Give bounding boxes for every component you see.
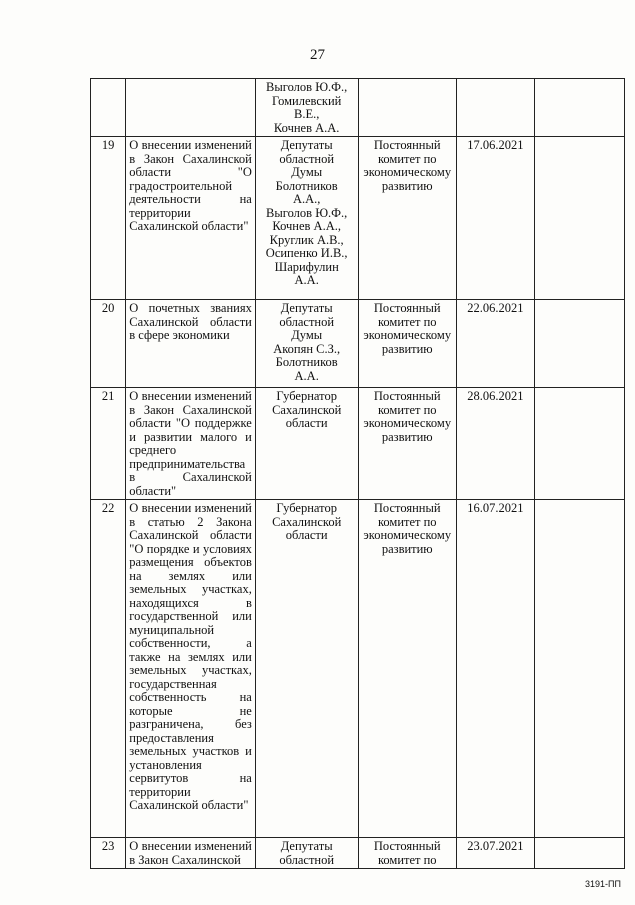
submission-date: 22.06.2021 [457,300,535,388]
bill-author: Губернатор Сахалинской области [255,388,358,500]
bill-author: Депутаты областной Думы Акопян С.З., Болотников А.А. [255,300,358,388]
bill-title [126,79,256,137]
table-row [91,838,625,869]
notes-cell [534,838,624,869]
table-row [91,137,625,300]
bill-title: О внесении изменений в Закон Сахалинской области "О поддержке и развитии малого и среднего предпринимательства в Сахалинской области" [126,388,256,500]
document-code: 3191-ПП [585,879,621,889]
row-number: 23 [91,838,126,869]
notes-cell [534,500,624,838]
row-number: 21 [91,388,126,500]
responsible-committee: Постоянный комитет по экономическому развитию [358,388,457,500]
table-body [91,79,625,869]
table-row [91,500,625,838]
bills-table [90,78,625,869]
notes-cell [534,388,624,500]
responsible-committee [358,79,457,137]
submission-date [457,79,535,137]
bill-title: О почетных званиях Сахалинской области в сфере экономики [126,300,256,388]
responsible-committee: Постоянный комитет по экономическому развитию [358,500,457,838]
notes-cell [534,79,624,137]
submission-date: 23.07.2021 [457,838,535,869]
page-number: 27 [310,47,325,63]
row-number: 20 [91,300,126,388]
submission-date: 17.06.2021 [457,137,535,300]
bill-title: О внесении изменений в статью 2 Закона Сахалинской области "О порядке и условиях размещения объектов на землях или земельных участках, находящихся в государственной или муниципальной собственности, а также на землях или земельных участках, государственная собственность на которые не разграничена, без предоставления земельных участков и установления сервитутов на территории Сахалинской области" [126,500,256,838]
bill-author: Губернатор Сахалинской области [255,500,358,838]
responsible-committee: Постоянный комитет по [358,838,457,869]
bill-author: Депутаты областной [255,838,358,869]
submission-date: 28.06.2021 [457,388,535,500]
table-row [91,300,625,388]
bill-author: Депутаты областной Думы Болотников А.А., Выголов Ю.Ф., Кочнев А.А., Круглик А.В., Осипенко И.В., Шарифулин А.А. [255,137,358,300]
bill-title: О внесении изменений в Закон Сахалинской области "О градостроительной деятельности на территории Сахалинской области" [126,137,256,300]
row-number [91,79,126,137]
bill-title: О внесении изменений в Закон Сахалинской [126,838,256,869]
row-number: 19 [91,137,126,300]
submission-date: 16.07.2021 [457,500,535,838]
bill-author: Выголов Ю.Ф., Гомилевский В.Е., Кочнев А.А. [255,79,358,137]
notes-cell [534,300,624,388]
row-number: 22 [91,500,126,838]
notes-cell [534,137,624,300]
responsible-committee: Постоянный комитет по экономическому развитию [358,300,457,388]
responsible-committee: Постоянный комитет по экономическому развитию [358,137,457,300]
table-row [91,79,625,137]
table-row [91,388,625,500]
